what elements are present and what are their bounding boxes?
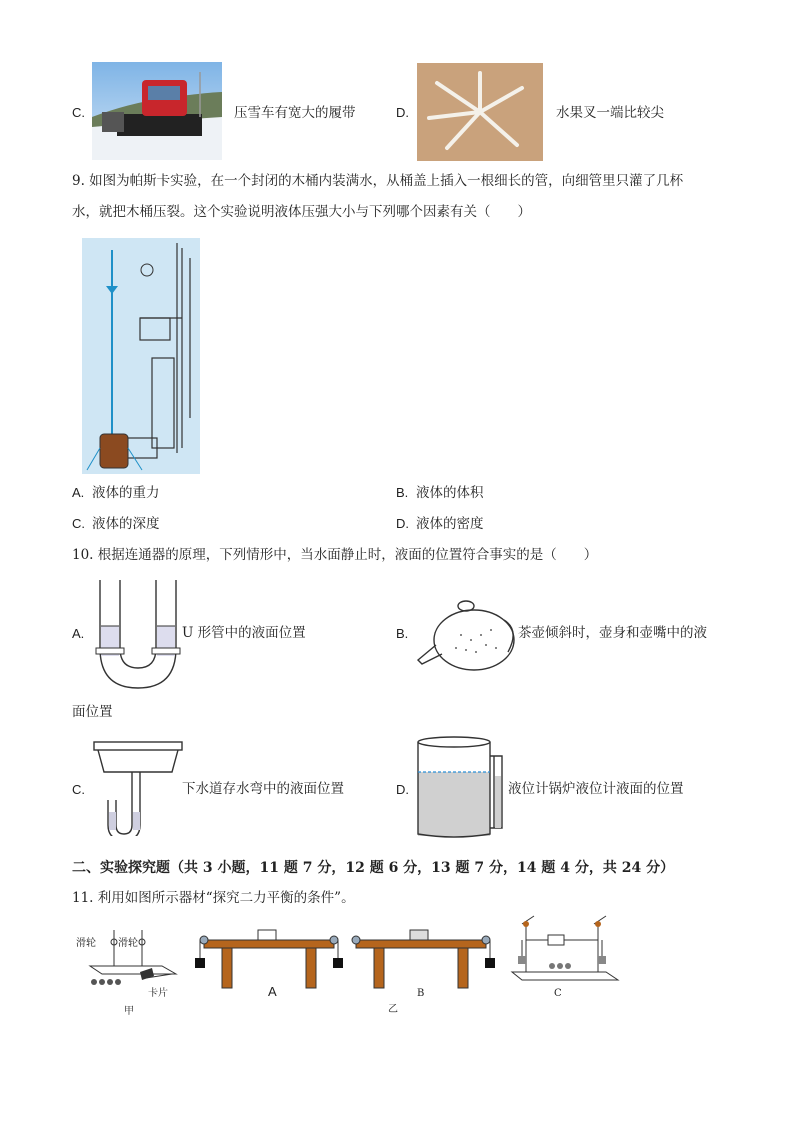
q8-option-c-text: 压雪车有宽大的履带 xyxy=(234,105,356,121)
teapot-illustration xyxy=(416,590,520,682)
snowcat-photo xyxy=(92,62,222,160)
figure-b-label: B xyxy=(417,988,425,999)
q9-stem-line1: 9. 如图为帕斯卡实验，在一个封闭的木桶内装满水，从桶盖上插入一根细长的管，向细管里只灌了几杯 xyxy=(72,173,684,189)
q9-option-d-text: 液体的密度 xyxy=(416,516,484,532)
pulley-label-right: 滑轮 xyxy=(118,938,138,949)
q10-option-d-letter: D. xyxy=(396,782,409,797)
figure-a-label: A xyxy=(268,984,277,999)
apparatus-c-illustration xyxy=(508,914,624,990)
u-tube-illustration xyxy=(92,578,184,694)
sink-trap-illustration xyxy=(92,740,186,836)
q10-option-b-text-continued: 面位置 xyxy=(72,704,113,720)
q9-option-a-letter: A. xyxy=(72,485,85,500)
q10-option-c-text: 下水道存水弯中的液面位置 xyxy=(182,781,344,797)
q10-option-d-text: 液位计锅炉液位计液面的位置 xyxy=(508,781,684,797)
q9-stem-line2: 水，就把木桶压裂。这个实验说明液体压强大小与下列哪个因素有关（ ） xyxy=(72,204,531,220)
pulley-label-left: 滑轮 xyxy=(76,938,96,949)
figure-yi-label: 乙 xyxy=(388,1004,398,1015)
apparatus-a-illustration xyxy=(194,924,344,992)
q10-option-c-letter: C. xyxy=(72,782,85,797)
q8-option-d-text: 水果叉一端比较尖 xyxy=(556,105,664,121)
q10-option-a-text: U 形管中的液面位置 xyxy=(182,625,306,641)
q8-option-c-letter: C. xyxy=(72,105,85,120)
fruit-fork-photo xyxy=(417,63,543,161)
q9-option-d-letter: D. xyxy=(396,516,409,531)
q9-option-b-letter: B. xyxy=(396,485,409,500)
q9-option-a-text: 液体的重力 xyxy=(92,485,160,501)
q10-option-b-text: 茶壶倾斜时，壶身和壶嘴中的液 xyxy=(518,625,707,641)
apparatus-jia-illustration xyxy=(76,922,192,992)
boiler-level-gauge-illustration xyxy=(416,734,506,840)
q10-option-b-letter: B. xyxy=(396,626,409,641)
q10-option-a-letter: A. xyxy=(72,626,85,641)
figure-c-label: C xyxy=(554,988,562,999)
pascal-barrel-illustration xyxy=(82,238,200,474)
q10-stem: 10. 根据连通器的原理，下列情形中，当水面静止时，液面的位置符合事实的是（ ） xyxy=(72,547,598,563)
apparatus-b-illustration xyxy=(346,924,496,992)
q11-stem: 11. 利用如图所示器材“探究二力平衡的条件”。 xyxy=(72,890,355,906)
card-label: 卡片 xyxy=(148,988,168,999)
q9-option-c-letter: C. xyxy=(72,516,85,531)
figure-jia-label: 甲 xyxy=(124,1006,134,1017)
section2-heading: 二、实验探究题（共 3 小题，11 题 7 分，12 题 6 分，13 题 7 分，14 题 4 分，共 24 分） xyxy=(72,860,675,876)
q9-option-c-text: 液体的深度 xyxy=(92,516,160,532)
q9-option-b-text: 液体的体积 xyxy=(416,485,484,501)
q8-option-d-letter: D. xyxy=(396,105,409,120)
